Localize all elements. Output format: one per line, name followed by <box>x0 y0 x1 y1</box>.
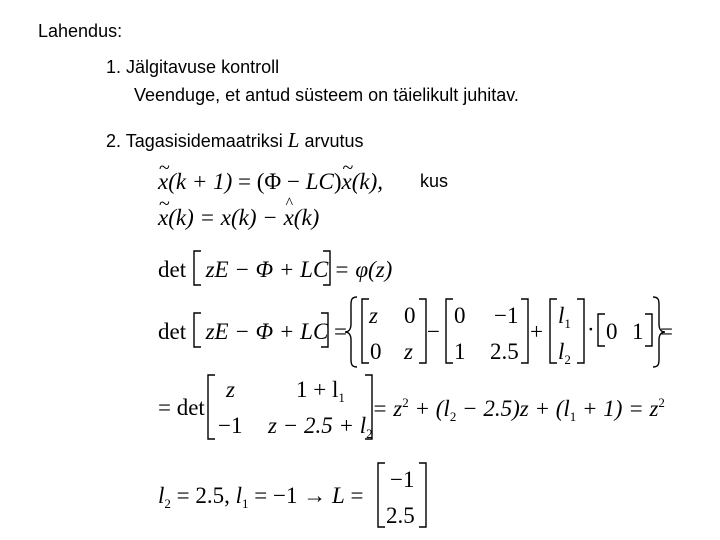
eq6-v1: = 2.5, <box>170 483 236 508</box>
eq6-l2-sub: 2 <box>164 496 171 511</box>
eq1-LC: LC <box>305 169 334 194</box>
m6-right-bracket <box>418 462 428 528</box>
m5-cell-11: z <box>226 377 235 402</box>
eq4-end: = <box>660 319 673 344</box>
m3-l2-letter: l <box>558 339 565 364</box>
m1-cell-11: z <box>369 303 378 328</box>
m4-cell-2: 1 <box>632 319 644 344</box>
step2-title-symbol: L <box>287 128 300 152</box>
eq6-l2-letter: l <box>158 483 165 508</box>
m5-cell-22-sub: 2 <box>366 426 373 441</box>
m4-left-bracket <box>596 313 606 347</box>
m2-cell-21: 1 <box>454 339 466 364</box>
m5-cell-21: −1 <box>218 413 243 438</box>
m5-cell-12-sub: 1 <box>338 390 345 405</box>
eq1-note: kus <box>420 171 449 191</box>
eq5-rhs-c: − 2.5)z + (l <box>456 396 570 421</box>
eq1-lhs-arg: (k + 1) <box>168 169 233 194</box>
m4-cell-1: 0 <box>606 319 618 344</box>
m2-left-bracket <box>444 298 454 364</box>
m2-cell-22: 2.5 <box>490 339 519 364</box>
m1-cell-22: z <box>404 339 413 364</box>
eq1-rhs-arg: (k), <box>351 169 384 194</box>
m5-cell-12 <box>296 378 345 404</box>
step1-title: 1. Jälgitavuse kontroll <box>106 57 280 77</box>
eq5-rhs <box>372 396 665 423</box>
step2-title <box>106 130 364 151</box>
m2-right-bracket <box>520 298 530 364</box>
eq4-left-bracket <box>192 312 202 348</box>
eq4-dot: · <box>587 317 595 342</box>
eq5-rhs-d: + 1) = z <box>576 396 659 421</box>
m3-cell-1 <box>558 304 571 330</box>
m5-cell-22 <box>268 414 373 440</box>
m6-cell-1: −1 <box>390 467 415 492</box>
equation-4 <box>158 320 347 343</box>
eq5-rhs-a: = z <box>372 396 403 421</box>
eq1-eq: = (Φ − <box>232 169 306 194</box>
m3-l1-letter: l <box>558 303 565 328</box>
m6-cell-2: 2.5 <box>386 503 415 528</box>
m5-cell-12-text: 1 + l <box>296 377 339 402</box>
eq2-arg1: (k) = <box>168 205 221 230</box>
x-tilde-symbol: ~ x <box>158 170 168 193</box>
eq2-arg3: (k) <box>293 205 320 230</box>
eq5-prefix: = det <box>158 395 205 420</box>
equation-6 <box>158 484 364 510</box>
m3-left-bracket <box>548 298 558 364</box>
eq5-sq: 2 <box>402 395 409 410</box>
eq4-eq: = <box>328 319 348 344</box>
equation-2 <box>158 206 319 229</box>
eq6-eq: = <box>344 483 364 508</box>
m3-l1-sub: 1 <box>564 316 571 331</box>
eq4-left-curly-brace <box>344 296 358 368</box>
step1-text: Veenduge, et antud süsteem on täielikult juhitav. <box>134 85 519 105</box>
eq3-right-bracket <box>322 250 332 286</box>
m5-left-bracket <box>206 374 216 440</box>
eq6-l1-letter: l <box>235 483 243 508</box>
eq5-s2: 2 <box>449 409 457 424</box>
m3-l2-sub: 2 <box>564 352 571 367</box>
step2-title-prefix: 2. Tagasisidemaatriksi <box>106 131 283 151</box>
eq4-plus: + <box>530 319 543 344</box>
eq6-v2: = −1 → <box>248 483 332 508</box>
m2-cell-11: 0 <box>454 303 466 328</box>
eq4-minus: − <box>427 319 440 344</box>
eq5-rhs-b: + (l <box>408 396 450 421</box>
eq2-arg2: (k) − <box>231 205 284 230</box>
eq1-close: ) <box>333 169 342 194</box>
eq4-det: det <box>158 319 187 344</box>
x-tilde-symbol-2: ~ x <box>342 170 352 193</box>
eq3-det: det <box>158 257 187 282</box>
m5-cell-22-text: z − 2.5 + l <box>268 413 367 438</box>
m1-cell-21: 0 <box>370 339 382 364</box>
m2-cell-12: −1 <box>494 303 519 328</box>
eq6-L: L <box>331 483 345 508</box>
eq4-right-bracket <box>320 312 330 348</box>
eq5-sq2: 2 <box>658 395 665 410</box>
equation-1 <box>158 170 383 193</box>
eq2-x: x <box>220 205 231 230</box>
step2-title-suffix: arvutus <box>304 131 364 151</box>
eq3-content: zE − Φ + LC <box>205 257 329 282</box>
eq4-content: zE − Φ + LC <box>205 319 329 344</box>
m3-right-bracket <box>576 298 586 364</box>
m6-left-bracket <box>376 462 386 528</box>
eq3-left-bracket <box>192 250 202 286</box>
heading: Lahendus: <box>38 21 123 41</box>
m3-cell-2 <box>558 340 571 366</box>
m1-cell-12: 0 <box>404 303 416 328</box>
eq2-x-hat: ^ x <box>284 206 294 229</box>
eq5-s1: 1 <box>569 409 577 424</box>
eq2-x-tilde: ~ x <box>158 206 168 229</box>
eq6-l1-sub: 1 <box>242 496 249 511</box>
eq3-rhs: = φ(z) <box>328 257 393 282</box>
